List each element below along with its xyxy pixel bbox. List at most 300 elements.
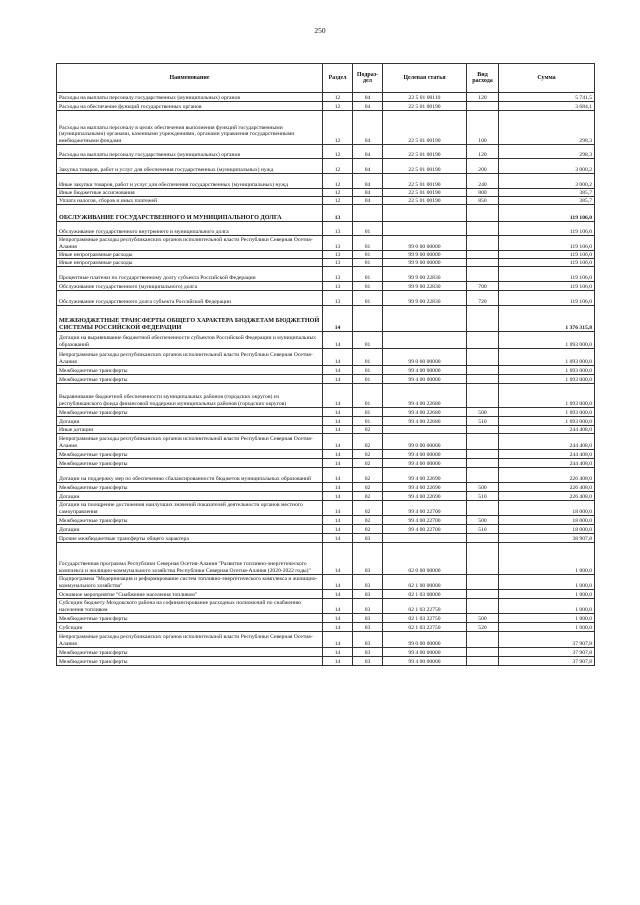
row-target: 22 5 01 00190 [383,197,467,205]
row-sum: 18 000,0 [499,525,595,534]
table-row [57,614,595,623]
row-expense-type: 720 [467,291,499,306]
row-name: Расходы на обеспечение функций государственных органов [57,102,323,111]
row-sum: 119 106,0 [499,291,595,306]
table-row [57,205,595,222]
row-target: 99 4 00 22700 [383,525,467,534]
row-sum: 1 376 315,8 [499,306,595,332]
row-name: Межбюджетные трансферты [57,459,323,468]
row-sum: 385,7 [499,197,595,205]
row-expense-type: 100 [467,111,499,145]
row-sum: 244 408,0 [499,426,595,434]
table-row [57,575,595,590]
row-target: 22 5 01 00190 [383,159,467,174]
row-target: 02 1 03 22750 [383,614,467,623]
row-sum: 244 408,0 [499,434,595,450]
row-section: 13 [323,282,353,291]
table-header-row [57,64,595,93]
row-section: 14 [323,599,353,614]
row-name: Межбюджетные трансферты [57,450,323,459]
row-name: Дотации [57,492,323,501]
row-subsection: 04 [353,111,383,145]
row-section: 12 [323,93,353,102]
row-sum: 1 093 000,0 [499,332,595,349]
table-row [57,282,595,291]
row-expense-type [467,349,499,366]
row-sum: 1 093 000,0 [499,349,595,366]
row-expense-type [467,426,499,434]
row-sum: 5 741,5 [499,93,595,102]
row-name: Иные дотации [57,426,323,434]
row-section: 14 [323,366,353,375]
table-row [57,222,595,236]
row-target: 22 5 01 00190 [383,189,467,197]
row-target: 99 9 00 22830 [383,282,467,291]
row-name: Прочие межбюджетные трансферты общего характера [57,534,323,543]
row-subsection: 04 [353,102,383,111]
row-section: 12 [323,145,353,159]
row-subsection: 02 [353,450,383,459]
row-subsection: 04 [353,189,383,197]
row-section: 14 [323,375,353,384]
row-expense-type: 800 [467,189,499,197]
row-name: Обслуживание государственного долга субъекта Российской Федерации [57,291,323,306]
row-section: 14 [323,614,353,623]
row-section: 14 [323,575,353,590]
row-target: 02 1 03 22750 [383,599,467,614]
row-name: Процентные платежи по государственному долгу субъекта Российской Федерации [57,267,323,282]
row-section: 14 [323,417,353,426]
row-section: 14 [323,426,353,434]
row-section: 14 [323,657,353,666]
row-name: Выравнивание бюджетной обеспеченности муниципальных районов (городских округов) из республиканского фонда финансовой поддержки муниципальных районов (городских округов) [57,384,323,408]
row-subsection: 02 [353,516,383,525]
row-sum: 298,3 [499,145,595,159]
row-subsection: 02 [353,468,383,483]
row-subsection: 04 [353,93,383,102]
table-row [57,111,595,145]
row-expense-type [467,102,499,111]
row-section: 14 [323,468,353,483]
row-section: 12 [323,189,353,197]
row-section: 14 [323,632,353,648]
row-name: Субсидии [57,623,323,632]
row-expense-type: 510 [467,417,499,426]
row-subsection: 04 [353,159,383,174]
row-name: Иные непрограммные расходы [57,251,323,259]
row-target: 99 4 00 00000 [383,459,467,468]
row-expense-type [467,259,499,267]
row-target: 99 4 00 22690 [383,492,467,501]
row-sum: 3 000,2 [499,174,595,189]
table-row [57,259,595,267]
table-row [57,459,595,468]
table-row [57,408,595,417]
row-subsection: 03 [353,623,383,632]
row-section: 14 [323,450,353,459]
row-name: Дотации на поддержку мер по обеспечению сбалансированности бюджетов муниципальных образований [57,468,323,483]
row-expense-type: 120 [467,145,499,159]
row-target: 02 1 03 22750 [383,623,467,632]
row-name: Дотации на выравнивание бюджетной обеспеченности субъектов Российской Федерации и муниципальных образований [57,332,323,349]
row-name: Иные непрограммные расходы [57,259,323,267]
row-sum: 119 106,0 [499,236,595,251]
row-name: Расходы на выплаты персоналу государственных (муниципальных) органов [57,145,323,159]
row-subsection: 02 [353,492,383,501]
row-sum: 1 000,0 [499,623,595,632]
row-section: 14 [323,492,353,501]
table-row [57,174,595,189]
row-section: 14 [323,434,353,450]
row-expense-type [467,434,499,450]
row-target: 99 4 00 22690 [383,468,467,483]
row-target: 99 0 00 00000 [383,434,467,450]
row-name: Межбюджетные трансферты [57,408,323,417]
row-subsection: 01 [353,417,383,426]
table-row [57,93,595,102]
row-expense-type [467,534,499,543]
table-row [57,159,595,174]
row-subsection: 03 [353,648,383,657]
row-expense-type: 850 [467,197,499,205]
row-sum: 37 907,8 [499,657,595,666]
row-target: 02 1 03 00000 [383,590,467,599]
row-sum: 385,7 [499,189,595,197]
row-sum: 226 408,0 [499,492,595,501]
row-expense-type: 240 [467,174,499,189]
row-subsection: 01 [353,236,383,251]
row-section: 14 [323,501,353,516]
row-name: Дотации [57,525,323,534]
row-target: 99 4 00 00000 [383,450,467,459]
row-name: Обслуживание государственного (муниципального) долга [57,282,323,291]
row-name: Непрограммные расходы республиканских органов исполнительной власти Республики Северная Осетия-Алания [57,236,323,251]
row-subsection: 01 [353,366,383,375]
row-sum: 244 408,0 [499,450,595,459]
row-sum: 37 907,8 [499,632,595,648]
row-expense-type: 510 [467,492,499,501]
row-name: Уплата налогов, сборов и иных платежей [57,197,323,205]
row-subsection: 01 [353,267,383,282]
row-subsection: 04 [353,145,383,159]
table-row [57,492,595,501]
row-name: Закупка товаров, работ и услуг для обеспечения государственных (муниципальных) нужд [57,159,323,174]
row-expense-type [467,501,499,516]
row-section: 14 [323,483,353,492]
row-name: Субсидии бюджету Моздокского района на софинансирование расходных полномочий по снабжению населения топливом [57,599,323,614]
row-expense-type: 200 [467,159,499,174]
row-subsection: 02 [353,459,383,468]
row-sum: 226 408,0 [499,483,595,492]
row-sum: 1 000,0 [499,543,595,575]
row-name: Дотации на поощрение достижения наилучших значений показателей деятельности органов местного самоуправления [57,501,323,516]
row-sum: 119 106,0 [499,267,595,282]
table-row [57,648,595,657]
row-section: 14 [323,408,353,417]
row-name: Межбюджетные трансферты [57,375,323,384]
row-subsection: 03 [353,543,383,575]
table-row [57,525,595,534]
row-target: 99 9 00 22830 [383,291,467,306]
row-section: 12 [323,102,353,111]
table-row [57,236,595,251]
table-row [57,291,595,306]
table-row [57,349,595,366]
row-subsection: 03 [353,534,383,543]
header-expense-type: Вид расхода [467,64,499,93]
row-subsection: 02 [353,434,383,450]
row-subsection: 03 [353,590,383,599]
header-target: Целевая статья [383,64,467,93]
row-expense-type [467,459,499,468]
table-row [57,516,595,525]
row-section: 13 [323,236,353,251]
row-section: 14 [323,384,353,408]
row-target: 99 4 00 00000 [383,375,467,384]
table-row [57,102,595,111]
row-sum: 18 000,0 [499,501,595,516]
table-row [57,366,595,375]
table-row [57,483,595,492]
row-expense-type [467,590,499,599]
row-name: Обслуживание государственного внутреннего и муниципального долга [57,222,323,236]
row-sum: 1 093 000,0 [499,366,595,375]
row-target [383,534,467,543]
row-target: 99 9 00 22830 [383,267,467,282]
row-section: 13 [323,205,353,222]
row-section: 12 [323,159,353,174]
table-row [57,623,595,632]
row-target: 99 4 00 22700 [383,501,467,516]
row-target: 99 4 00 22680 [383,384,467,408]
row-subsection [353,205,383,222]
row-target [383,222,467,236]
table-row [57,543,595,575]
row-subsection: 03 [353,614,383,623]
row-name: Непрограммные расходы республиканских органов исполнительной власти Республики Северная Осетия-Алания [57,349,323,366]
row-expense-type [467,205,499,222]
row-expense-type [467,657,499,666]
row-sum: 3 000,2 [499,159,595,174]
row-subsection: 01 [353,384,383,408]
row-target: 22 5 01 00190 [383,102,467,111]
row-sum: 3 684,1 [499,102,595,111]
row-subsection: 04 [353,197,383,205]
table-row [57,632,595,648]
row-section: 14 [323,516,353,525]
table-row [57,417,595,426]
row-target: 99 9 00 00000 [383,259,467,267]
row-section: 13 [323,267,353,282]
row-target: 99 9 00 00000 [383,251,467,259]
row-target: 99 4 00 22680 [383,417,467,426]
table-row [57,251,595,259]
row-name: Непрограммные расходы республиканских органов исполнительной власти Республики Северная Осетия-Алания [57,434,323,450]
row-section: 14 [323,648,353,657]
row-sum: 1 093 000,0 [499,384,595,408]
row-target [383,306,467,332]
row-sum: 119 106,0 [499,259,595,267]
row-sum: 18 000,0 [499,516,595,525]
row-expense-type [467,267,499,282]
table-row [57,590,595,599]
row-sum: 1 093 000,0 [499,417,595,426]
row-name: Межбюджетные трансферты [57,366,323,375]
table-row [57,375,595,384]
table-row [57,534,595,543]
row-subsection: 03 [353,632,383,648]
row-expense-type: 510 [467,525,499,534]
row-sum: 244 408,0 [499,459,595,468]
row-section: 14 [323,590,353,599]
table-row [57,501,595,516]
row-expense-type: 700 [467,282,499,291]
row-section: 12 [323,174,353,189]
table-row [57,189,595,197]
table-row [57,197,595,205]
row-target: 99 4 00 00000 [383,657,467,666]
row-subsection: 02 [353,483,383,492]
table-row [57,384,595,408]
table-row [57,267,595,282]
row-name: Межбюджетные трансферты [57,483,323,492]
row-subsection: 02 [353,525,383,534]
row-expense-type [467,332,499,349]
row-expense-type [467,648,499,657]
row-sum: 38 907,8 [499,534,595,543]
row-target [383,426,467,434]
row-subsection: 01 [353,332,383,349]
row-name: Межбюджетные трансферты [57,614,323,623]
row-name: Государственная программа Республики Северная Осетия-Алания "Развитие топливно-энергетического комплекса и жилищно-коммунального хозяйства Республики Северная Осетия-Алания (2020-2022 годы)" [57,543,323,575]
row-target: 99 4 00 22700 [383,516,467,525]
row-target: 99 4 00 00000 [383,366,467,375]
row-target: 02 0 00 00000 [383,543,467,575]
header-subsection: Подраз-дел [353,64,383,93]
row-expense-type: 500 [467,483,499,492]
row-subsection: 01 [353,251,383,259]
row-name: Дотации [57,417,323,426]
row-subsection: 03 [353,575,383,590]
row-target: 22 5 01 00190 [383,174,467,189]
row-subsection: 01 [353,282,383,291]
row-target [383,205,467,222]
row-expense-type [467,251,499,259]
row-subsection: 01 [353,222,383,236]
row-sum: 37 907,8 [499,648,595,657]
row-section: 13 [323,251,353,259]
row-expense-type [467,222,499,236]
row-name: Основное мероприятие "Снабжение населения топливом" [57,590,323,599]
row-sum: 1 000,0 [499,614,595,623]
row-section: 13 [323,291,353,306]
budget-table [56,63,595,666]
table-row [57,450,595,459]
row-sum: 119 106,0 [499,205,595,222]
row-expense-type: 500 [467,614,499,623]
row-name: Межбюджетные трансферты [57,516,323,525]
table-row [57,434,595,450]
row-target: 99 4 00 00000 [383,648,467,657]
row-target: 22 5 01 00190 [383,111,467,145]
row-expense-type [467,306,499,332]
row-name: Расходы на выплаты персоналу государственных (муниципальных) органов [57,93,323,102]
row-sum: 1 000,0 [499,590,595,599]
row-target: 99 0 00 00000 [383,236,467,251]
row-section: 14 [323,525,353,534]
header-section: Раздел [323,64,353,93]
row-name: Межбюджетные трансферты [57,648,323,657]
row-section: 14 [323,459,353,468]
table-row [57,599,595,614]
row-section: 12 [323,111,353,145]
row-subsection: 03 [353,599,383,614]
row-section: 14 [323,543,353,575]
row-expense-type: 500 [467,408,499,417]
row-subsection: 01 [353,349,383,366]
row-subsection: 02 [353,426,383,434]
row-section: 14 [323,306,353,332]
row-sum: 298,3 [499,111,595,145]
row-expense-type [467,543,499,575]
row-subsection: 04 [353,174,383,189]
table-row [57,468,595,483]
row-expense-type [467,236,499,251]
row-target: 22 5 01 00190 [383,145,467,159]
row-name: Расходы на выплаты персоналу в целях обеспечения выполнения функций государственными (муниципальными) органами, казенными учреждениями, органами управления государственными внебюджетными фондами [57,111,323,145]
row-section: 14 [323,332,353,349]
row-name: Подпрограмма "Модернизация и реформирование систем топливно-энергетического комплекса и жилищно-коммунального хозяйства" [57,575,323,590]
table-row [57,306,595,332]
row-expense-type [467,575,499,590]
row-section: 14 [323,534,353,543]
row-subsection: 01 [353,291,383,306]
row-sum: 1 000,0 [499,575,595,590]
table-row [57,426,595,434]
row-subsection: 01 [353,408,383,417]
row-expense-type [467,366,499,375]
row-expense-type [467,384,499,408]
row-section: 14 [323,349,353,366]
row-expense-type: 520 [467,623,499,632]
row-target: 99 0 00 00000 [383,632,467,648]
row-target: 99 0 00 00000 [383,349,467,366]
row-name: Иные бюджетные ассигнования [57,189,323,197]
row-section: 14 [323,623,353,632]
row-name: Иные закупки товаров, работ и услуг для обеспечения государственных (муниципальных) нужд [57,174,323,189]
table-row [57,145,595,159]
row-section: 13 [323,259,353,267]
row-subsection: 01 [353,259,383,267]
row-section: 13 [323,222,353,236]
table-row [57,332,595,349]
row-expense-type [467,632,499,648]
row-target [383,332,467,349]
row-subsection: 02 [353,501,383,516]
row-expense-type: 500 [467,516,499,525]
row-sum: 1 093 000,0 [499,408,595,417]
table-row [57,657,595,666]
row-sum: 226 408,0 [499,468,595,483]
row-section: 12 [323,197,353,205]
row-name: ОБСЛУЖИВАНИЕ ГОСУДАРСТВЕННОГО И МУНИЦИПАЛЬНОГО ДОЛГА [57,205,323,222]
row-target: 22 5 01 00110 [383,93,467,102]
row-sum: 119 106,0 [499,282,595,291]
row-subsection: 03 [353,657,383,666]
row-expense-type: 120 [467,93,499,102]
row-name: Межбюджетные трансферты [57,657,323,666]
page-number: 250 [314,26,326,35]
